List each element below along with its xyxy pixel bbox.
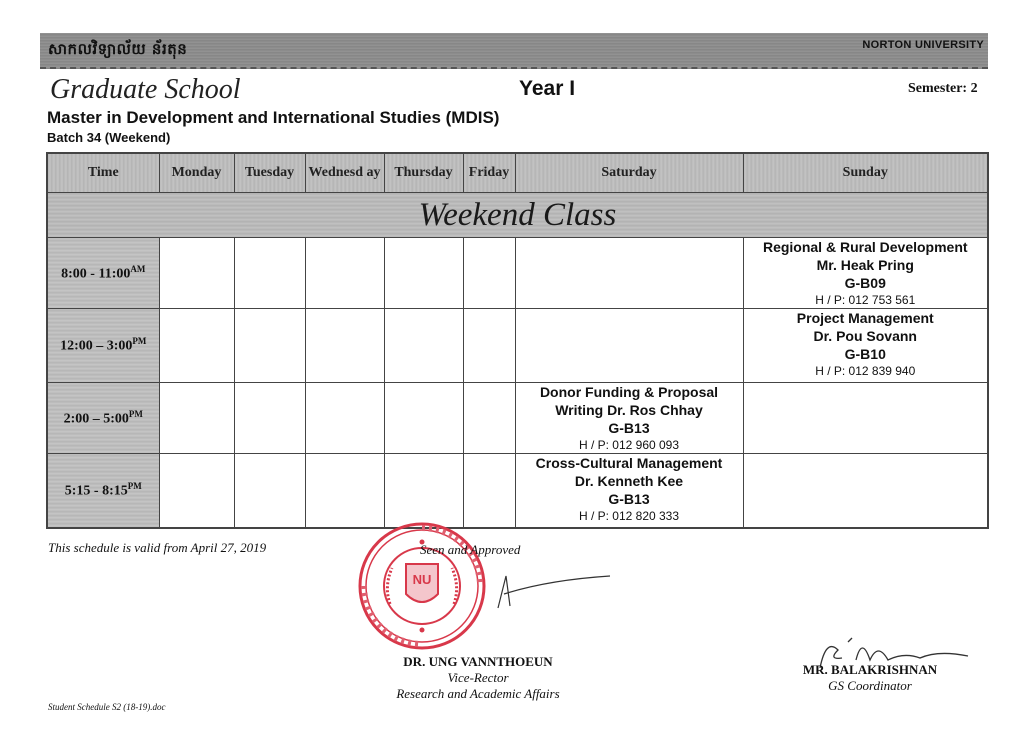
approval-note: Seen and Approved [420, 542, 521, 557]
col-header-saturday: Saturday [515, 153, 743, 193]
course-cell [515, 454, 743, 528]
course-phone: H / P: 012 753 561 [815, 293, 916, 307]
letterhead-band [40, 33, 988, 69]
col-header-tuesday: Tuesday [234, 153, 305, 193]
seal-emblem-text: NU [412, 572, 432, 587]
course-lecturer: Dr. Pou Sovann [813, 328, 917, 344]
col-header-wednesday: Wednesd ay [305, 153, 384, 193]
course-title: Cross-Cultural Management [535, 455, 723, 471]
course-phone: H / P: 012 839 940 [815, 364, 916, 378]
header-row [47, 153, 988, 193]
weekend-class-title: Weekend Class [418, 196, 617, 233]
time-cell: 12:00 – $3:00^{PM}$ [47, 309, 159, 383]
batch-label: Batch 34 (Weekend) [47, 130, 171, 145]
schedule-table [46, 152, 989, 529]
course-title: Regional & Rural Development [762, 239, 968, 255]
table-row [47, 309, 988, 383]
course-room: G-B09 [844, 275, 886, 291]
course-phone: H / P: 012 820 333 [578, 509, 680, 523]
course-cell [515, 383, 743, 454]
course-lecturer: Writing Dr. Ros Chhay [555, 402, 703, 418]
vice-rector-signature [488, 566, 618, 616]
col-header-friday: Friday [463, 153, 515, 193]
table-row [47, 454, 988, 528]
document-filename: Student Schedule S2 (18-19).doc [48, 702, 166, 712]
program-title: Master in Development and International Studies (MDIS) [47, 108, 500, 127]
col-header-thursday: Thursday [384, 153, 463, 193]
university-seal-stamp [356, 520, 488, 652]
course-room: G-B13 [608, 491, 650, 507]
course-cell [743, 309, 988, 383]
time-cell: 8:00 - $11:00^{AM}$ [47, 238, 159, 309]
semester-label: Semester: 2 [908, 81, 978, 96]
course-cell [743, 238, 988, 309]
table-row [47, 383, 988, 454]
signer1-name: DR. UNG VANNTHOEUN [403, 654, 553, 669]
signer2-name: MR. BALAKRISHNAN [802, 662, 938, 677]
course-lecturer: Mr. Heak Pring [816, 257, 914, 273]
course-room: G-B13 [608, 420, 650, 436]
vice-rector-signature-block [383, 654, 573, 702]
school-title: Graduate School [50, 74, 241, 105]
course-phone: H / P: 012 960 093 [578, 438, 680, 452]
course-title: Project Management [796, 310, 934, 326]
signer1-dept: Research and Academic Affairs [396, 686, 560, 701]
course-room: G-B10 [844, 346, 886, 362]
time-cell: 2:00 – $5:00^{PM}$ [47, 383, 159, 454]
course-lecturer: Dr. Kenneth Kee [574, 473, 684, 489]
col-header-sunday: Sunday [743, 153, 988, 193]
col-header-monday: Monday [159, 153, 234, 193]
university-khmer-name: សាកលវិទ្យាល័យ ន័រតុន [48, 40, 188, 58]
col-header-time: Time [47, 153, 159, 193]
course-title: Donor Funding & Proposal [539, 384, 719, 400]
table-row [47, 238, 988, 309]
time-cell: 5:15 - $8:15^{PM}$ [47, 454, 159, 528]
signer2-title: GS Coordinator [828, 678, 912, 693]
university-name: NORTON UNIVERSITY [862, 39, 984, 51]
signer1-title: Vice-Rector [447, 670, 509, 685]
validity-note: This schedule is valid from April 27, 2019 [48, 540, 267, 555]
year-label: Year I [519, 77, 576, 100]
weekend-band-row [47, 193, 988, 238]
coordinator-signature-block [795, 662, 945, 694]
